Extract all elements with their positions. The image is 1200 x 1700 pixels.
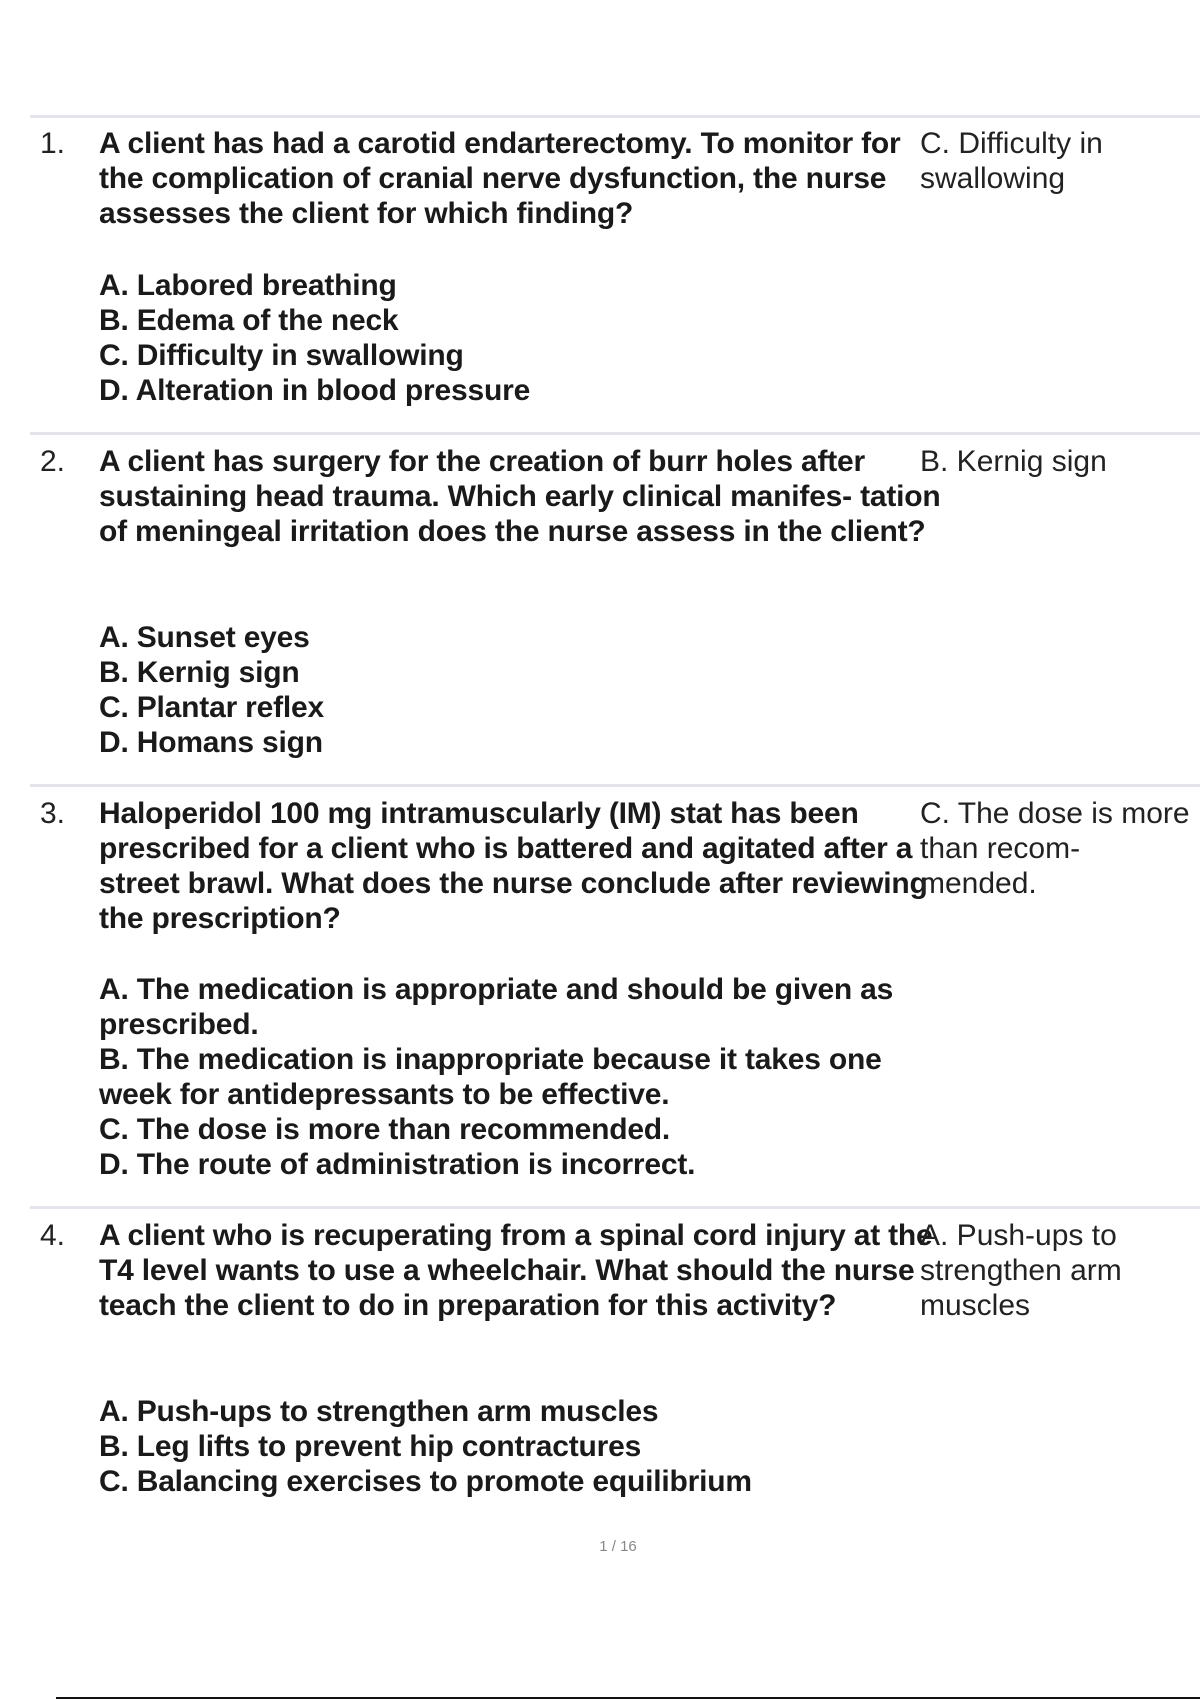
options-list (99, 268, 949, 408)
options-list (99, 1394, 949, 1499)
question-number: 2. (40, 445, 66, 478)
question-4 (30, 1218, 1200, 1518)
option-a: A. Sunset eyes (99, 621, 310, 654)
options-list (99, 972, 949, 1182)
option-d: D. The route of administration is incorrect. (99, 1148, 696, 1181)
page-indicator: 1 / 16 (599, 1538, 637, 1555)
option-a: A. Push-ups to strengthen arm muscles (99, 1395, 659, 1428)
question-text: A client who is recuperating from a spinal cord injury at the T4 level wants to use a wheelchair. What should the nurse teach the client to do in preparation for this activity? (99, 1219, 933, 1322)
answer-text: C. Difficulty in swallowing (920, 127, 1103, 195)
question-number: 1. (40, 127, 66, 160)
option-c: C. The dose is more than recommended. (99, 1113, 671, 1146)
question-text: Haloperidol 100 mg intramuscularly (IM) stat has been prescribed for a client who is battered and agitated after a street brawl. What does the nurse conclude after reviewing the prescription? (99, 797, 928, 935)
question-1 (30, 126, 1200, 426)
options-list (99, 620, 949, 760)
option-c: C. Balancing exercises to promote equilibrium (99, 1465, 752, 1498)
question-text: A client has surgery for the creation of burr holes after sustaining head trauma. Which early clinical manifes- tation of meningeal irritation does the nurse assess in the client? (99, 445, 941, 548)
divider (30, 1206, 1200, 1209)
question-number: 4. (40, 1219, 66, 1252)
option-c: C. Plantar reflex (99, 691, 325, 724)
answer-text: C. The dose is more than recom- mended. (920, 797, 1190, 900)
option-d: D. Alteration in blood pressure (99, 374, 531, 407)
option-a: A. The medication is appropriate and should be given as prescribed. (99, 973, 894, 1041)
question-3 (30, 796, 1200, 1196)
option-b: B. Kernig sign (99, 656, 300, 689)
option-b: B. Leg lifts to prevent hip contractures (99, 1430, 642, 1463)
question-number: 3. (40, 797, 66, 830)
answer-text: B. Kernig sign (920, 445, 1107, 478)
divider (30, 784, 1200, 787)
option-b: B. The medication is inappropriate because it takes one week for antidepressants to be effective. (99, 1043, 882, 1111)
question-text: A client has had a carotid endarterectomy. To monitor for the complication of cranial nerve dysfunction, the nurse assesses the client for which finding? (99, 127, 901, 230)
option-c: C. Difficulty in swallowing (99, 339, 464, 372)
divider (30, 432, 1200, 435)
question-2 (30, 444, 1200, 774)
answer-text: A. Push-ups to strengthen arm muscles (920, 1219, 1122, 1322)
option-a: A. Labored breathing (99, 269, 397, 302)
option-d: D. Homans sign (99, 726, 323, 759)
divider (30, 115, 1200, 118)
bottom-rule (56, 1697, 1200, 1699)
option-b: B. Edema of the neck (99, 304, 399, 337)
